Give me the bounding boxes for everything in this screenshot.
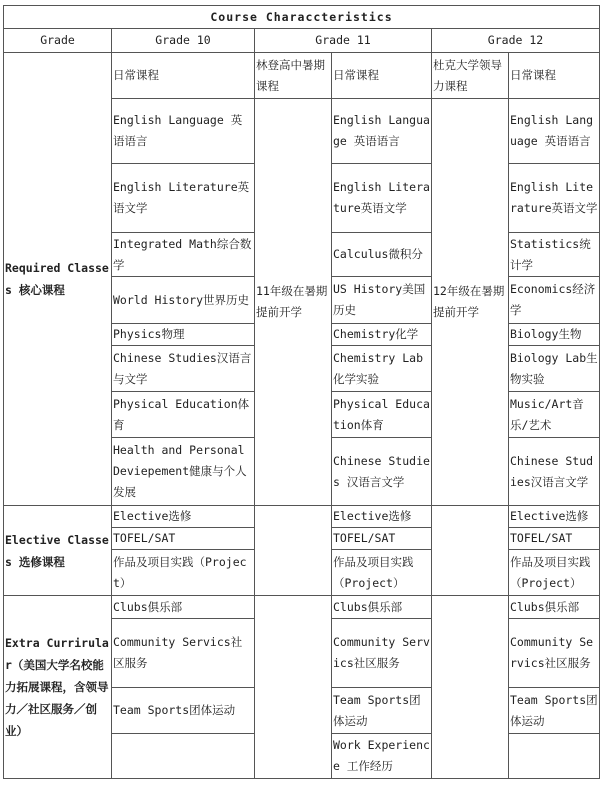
empty-cell [432, 506, 509, 596]
table-cell: 作品及项目实践（Project） [112, 550, 255, 596]
table-cell: English Language 英语语言 [112, 99, 255, 164]
table-cell: Team Sports团体运动 [509, 688, 600, 734]
course-table [3, 5, 600, 779]
table-cell: English Language 英语语言 [509, 99, 600, 164]
table-cell: Community Servics社区服务 [332, 619, 432, 688]
table-cell: Chinese Studies汉语言文学 [509, 438, 600, 506]
table-cell: Music/Art音乐/艺术 [509, 392, 600, 438]
table-cell: Elective选修 [112, 506, 255, 528]
table-cell: Team Sports团体运动 [332, 688, 432, 734]
extra-curricular-label: Extra Currirular（美国大学名校能力拓展课程，含领导力／社区服务／创业） [4, 596, 112, 779]
table-cell: Chemistry Lab化学实验 [332, 346, 432, 392]
table-cell: Integrated Math综合数学 [112, 233, 255, 277]
table-cell: TOFEL/SAT [332, 528, 432, 550]
table-cell: 作品及项目实践（Project） [509, 550, 600, 596]
table-cell [509, 734, 600, 779]
table-cell: Chinese Studies 汉语言文学 [332, 438, 432, 506]
table-cell: TOFEL/SAT [112, 528, 255, 550]
table-cell: English Literature英语文学 [112, 164, 255, 233]
table-cell: Biology生物 [509, 324, 600, 346]
g11-summer-header: 林登高中暑期课程 [255, 53, 332, 99]
table-cell: Calculus微积分 [332, 233, 432, 277]
g12-summer-note: 12年级在暑期提前开学 [432, 99, 509, 506]
g11-daily-header: 日常课程 [332, 53, 432, 99]
table-cell: Clubs俱乐部 [509, 596, 600, 619]
table-cell: Statistics统计学 [509, 233, 600, 277]
header-grade-11: Grade 11 [255, 29, 432, 53]
g12-daily-header: 日常课程 [509, 53, 600, 99]
table-cell: Work Experience 工作经历 [332, 734, 432, 779]
table-cell: Physical Education体育 [112, 392, 255, 438]
table-cell [112, 734, 255, 779]
table-cell: English Language 英语语言 [332, 99, 432, 164]
table-cell: Clubs俱乐部 [332, 596, 432, 619]
empty-cell [255, 596, 332, 779]
table-cell: Clubs俱乐部 [112, 596, 255, 619]
empty-cell [255, 506, 332, 596]
header-grade-12: Grade 12 [432, 29, 600, 53]
table-title: Course Characcteristics [4, 6, 600, 29]
table-cell: 作品及项目实践（Project） [332, 550, 432, 596]
empty-cell [432, 596, 509, 779]
table-cell: Health and Personal Deviepement健康与个人发展 [112, 438, 255, 506]
table-cell: Chinese Studies汉语言与文学 [112, 346, 255, 392]
table-cell: World History世界历史 [112, 277, 255, 324]
table-cell: Team Sports团体运动 [112, 688, 255, 734]
required-classes-label: Required Classes 核心课程 [4, 53, 112, 506]
table-cell: Community Servics社区服务 [112, 619, 255, 688]
table-cell: TOFEL/SAT [509, 528, 600, 550]
table-cell: Biology Lab生物实验 [509, 346, 600, 392]
table-cell: Community Servics社区服务 [509, 619, 600, 688]
table-cell: English Literature英语文学 [332, 164, 432, 233]
table-cell: Elective选修 [332, 506, 432, 528]
g10-daily-header: 日常课程 [112, 53, 255, 99]
table-cell: Chemistry化学 [332, 324, 432, 346]
table-cell: English Literature英语文学 [509, 164, 600, 233]
table-cell: Physical Education体育 [332, 392, 432, 438]
g12-summer-header: 杜克大学领导力课程 [432, 53, 509, 99]
header-grade-10: Grade 10 [112, 29, 255, 53]
header-grade: Grade [4, 29, 112, 53]
table-cell: Physics物理 [112, 324, 255, 346]
table-cell: Elective选修 [509, 506, 600, 528]
table-cell: Economics经济学 [509, 277, 600, 324]
g11-summer-note: 11年级在暑期提前开学 [255, 99, 332, 506]
elective-classes-label: Elective Classes 选修课程 [4, 506, 112, 596]
table-cell: US History美国历史 [332, 277, 432, 324]
